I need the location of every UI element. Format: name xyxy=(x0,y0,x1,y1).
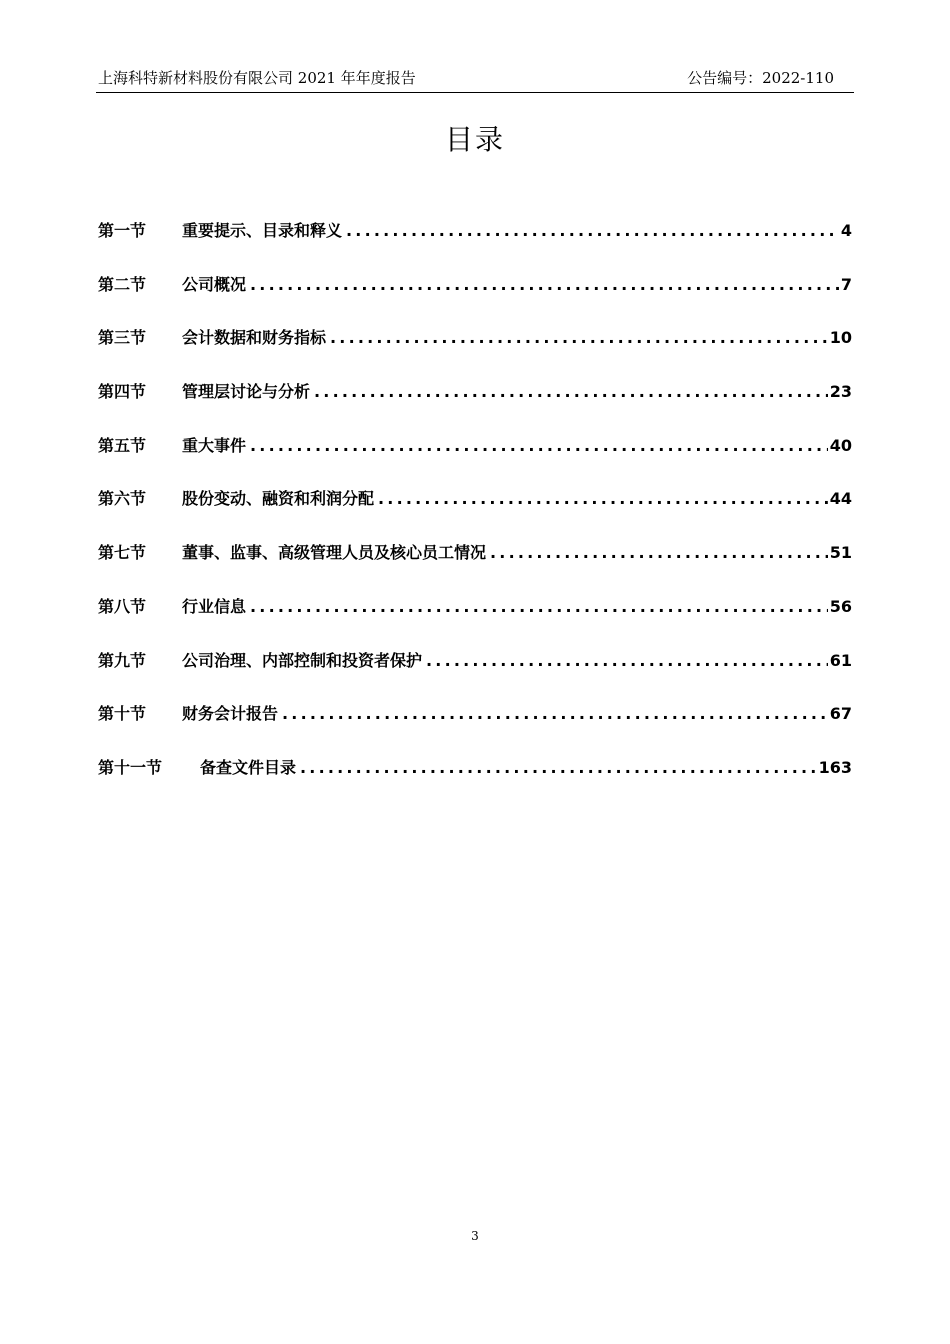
toc-leader xyxy=(426,643,828,679)
toc-leader xyxy=(250,428,828,464)
toc-page-number: 10 xyxy=(829,328,852,348)
toc-leader xyxy=(378,481,828,517)
toc-page-number: 44 xyxy=(829,489,852,509)
toc-section: 第九节 xyxy=(98,650,147,670)
toc-title: 重要提示、目录和释义 xyxy=(182,221,343,240)
toc-entry-3[interactable] xyxy=(98,320,852,374)
toc-title: 重大事件 xyxy=(182,435,247,455)
toc-section: 第七节 xyxy=(98,543,147,563)
toc-leader xyxy=(300,750,817,786)
toc-entry-8[interactable] xyxy=(98,589,852,643)
toc-title: 股份变动、融资和利润分配 xyxy=(182,489,375,509)
toc-section: 第八节 xyxy=(98,596,147,616)
toc-leader xyxy=(282,696,828,732)
header-report-title: 上海科特新材料股份有限公司 2021 年年度报告 xyxy=(98,69,416,87)
toc-section: 第二节 xyxy=(98,274,147,294)
toc-entry-9[interactable] xyxy=(98,643,852,697)
toc-page-number: 56 xyxy=(829,596,852,616)
toc-title: 备查文件目录 xyxy=(200,757,297,777)
toc-section: 第六节 xyxy=(98,489,147,509)
toc-title: 公司概况 xyxy=(182,274,247,294)
toc-section: 第三节 xyxy=(98,328,147,348)
toc-title: 财务会计报告 xyxy=(182,704,279,724)
toc-leader xyxy=(314,374,828,410)
toc-title: 公司治理、内部控制和投资者保护 xyxy=(182,650,423,670)
toc-page-number: 40 xyxy=(829,435,852,455)
toc-leader xyxy=(490,535,828,571)
toc-entry-5[interactable] xyxy=(98,428,852,482)
toc-entry-4[interactable] xyxy=(98,374,852,428)
toc-section: 第五节 xyxy=(98,435,147,455)
toc-page-number: 67 xyxy=(829,704,852,724)
toc-section: 第一节 xyxy=(98,221,147,240)
toc-leader xyxy=(250,589,828,625)
toc-page-number: 51 xyxy=(829,543,852,563)
toc-entry-10[interactable] xyxy=(98,696,852,750)
toc-page-number: 7 xyxy=(840,274,852,294)
page-title: 目录 xyxy=(444,123,505,156)
toc-entry-6[interactable] xyxy=(98,481,852,535)
toc-section: 第十节 xyxy=(98,704,147,724)
header-announcement-number: 公告编号：2022-110 xyxy=(687,69,834,87)
toc-title: 董事、监事、高级管理人员及核心员工情况 xyxy=(182,543,487,563)
page-footer-number: 3 xyxy=(471,1229,479,1243)
toc-leader xyxy=(250,267,839,303)
toc-leader xyxy=(330,320,828,356)
toc-page-number: 4 xyxy=(840,221,852,240)
toc-entry-2[interactable] xyxy=(98,267,852,321)
toc-page-number: 163 xyxy=(818,757,852,777)
toc-section: 第十一节 xyxy=(98,757,163,777)
toc-title: 会计数据和财务指标 xyxy=(182,328,327,348)
toc-title: 行业信息 xyxy=(182,596,247,616)
toc-entry-11[interactable] xyxy=(98,750,852,804)
page-header xyxy=(96,66,854,93)
toc-entry-7[interactable] xyxy=(98,535,852,589)
toc-page-number: 61 xyxy=(829,650,852,670)
toc-leader xyxy=(346,213,839,249)
toc-title: 管理层讨论与分析 xyxy=(182,382,311,402)
toc-section: 第四节 xyxy=(98,382,147,402)
table-of-contents xyxy=(98,213,852,804)
toc-page-number: 23 xyxy=(829,382,852,402)
toc-entry-1[interactable] xyxy=(98,213,852,267)
